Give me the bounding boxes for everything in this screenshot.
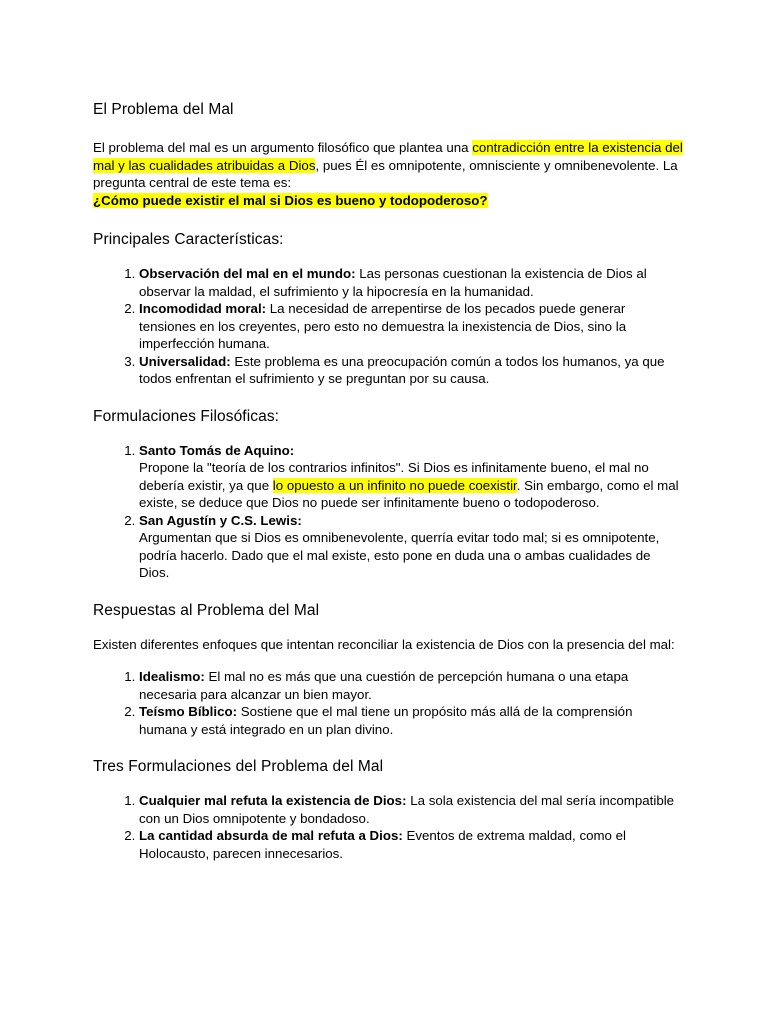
list-item	[139, 792, 683, 827]
document-body	[93, 100, 683, 862]
intro-text-2: , pues Él es omnipotente, omnisciente y omnibenevolente. La pregunta central de este tema es:	[93, 157, 678, 190]
heading-three-formulations: Tres Formulaciones del Problema del Mal	[93, 758, 384, 775]
item-text: Propone la "teoría de los contrarios infinitos". Si Dios es infinitamente bueno, el mal no debería existir, ya que	[139, 460, 649, 493]
item-text: Argumentan que si Dios es omnibenevolente, querría evitar todo mal; si es omnipotente, podría hacerlo. Dado que el mal existe, esto pone en duda una o ambas cualidades de Dios.	[139, 530, 660, 580]
list-item	[139, 442, 683, 512]
item-text: La sola existencia del mal sería incompatible con un Dios omnipotente y bondadoso.	[139, 793, 675, 826]
intro-paragraph	[93, 139, 683, 192]
intro-highlight: contradicción entre la existencia del mal y las cualidades atribuidas a Dios	[93, 140, 683, 173]
list-item	[139, 703, 683, 738]
three-formulations-list	[93, 792, 683, 862]
responses-list	[93, 668, 683, 738]
document-title: El Problema del Mal	[93, 101, 234, 118]
list-item	[139, 353, 683, 388]
responses-intro: Existen diferentes enfoques que intentan reconciliar la existencia de Dios con la presencia del mal:	[93, 636, 675, 652]
characteristics-list	[93, 265, 683, 388]
central-question	[93, 192, 683, 210]
heading-responses: Respuestas al Problema del Mal	[93, 601, 320, 619]
item-text: Sostiene que el mal tiene un propósito más allá de la comprensión humana y está integrado en un plan divino.	[139, 704, 633, 737]
item-label: Incomodidad moral:	[139, 301, 267, 316]
list-item	[139, 512, 683, 582]
item-text: Las personas cuestionan la existencia de Dios al observar la maldad, el sufrimiento y la hipocresía en la humanidad.	[139, 266, 647, 299]
item-highlight: lo opuesto a un infinito no puede coexistir	[272, 477, 517, 493]
list-item	[139, 668, 683, 703]
item-text: Este problema es una preocupación común a todos los humanos, ya que todos enfrentan el sufrimiento y se preguntan por su causa.	[139, 353, 665, 386]
item-text: El mal no es más que una cuestión de percepción humana o una etapa necesaria para alcanzar un bien mayor.	[139, 669, 629, 702]
item-text: . Sin embargo, como el mal existe, se deduce que Dios no puede ser infinitamente bueno o todopoderoso.	[139, 477, 679, 510]
formulations-list	[93, 442, 683, 582]
item-label: La cantidad absurda de mal refuta a Dios:	[139, 828, 403, 843]
intro-text-1: El problema del mal es un argumento filosófico que plantea una	[93, 140, 473, 155]
item-label: San Agustín y C.S. Lewis:	[139, 512, 302, 528]
item-text: La necesidad de arrepentirse de los pecados puede generar tensiones en los creyentes, pero esto no demuestra la inexistencia de Dios, sino la imperfección humana.	[139, 301, 627, 351]
item-label: Cualquier mal refuta la existencia de Dios:	[139, 793, 407, 808]
item-label: Idealismo:	[139, 669, 205, 684]
central-question-text: ¿Cómo puede existir el mal si Dios es bueno y todopoderoso?	[93, 192, 488, 208]
item-text: Eventos de extrema maldad, como el Holocausto, parecen innecesarios.	[139, 828, 627, 861]
heading-formulations: Formulaciones Filosóficas:	[93, 407, 280, 425]
item-label: Universalidad:	[139, 353, 231, 369]
list-item	[139, 827, 683, 862]
item-label: Teísmo Bíblico:	[139, 704, 238, 719]
item-label: Santo Tomás de Aquino:	[139, 442, 295, 458]
list-item	[139, 300, 683, 353]
heading-characteristics: Principales Características:	[93, 231, 284, 248]
list-item	[139, 265, 683, 300]
item-label: Observación del mal en el mundo:	[139, 266, 356, 281]
